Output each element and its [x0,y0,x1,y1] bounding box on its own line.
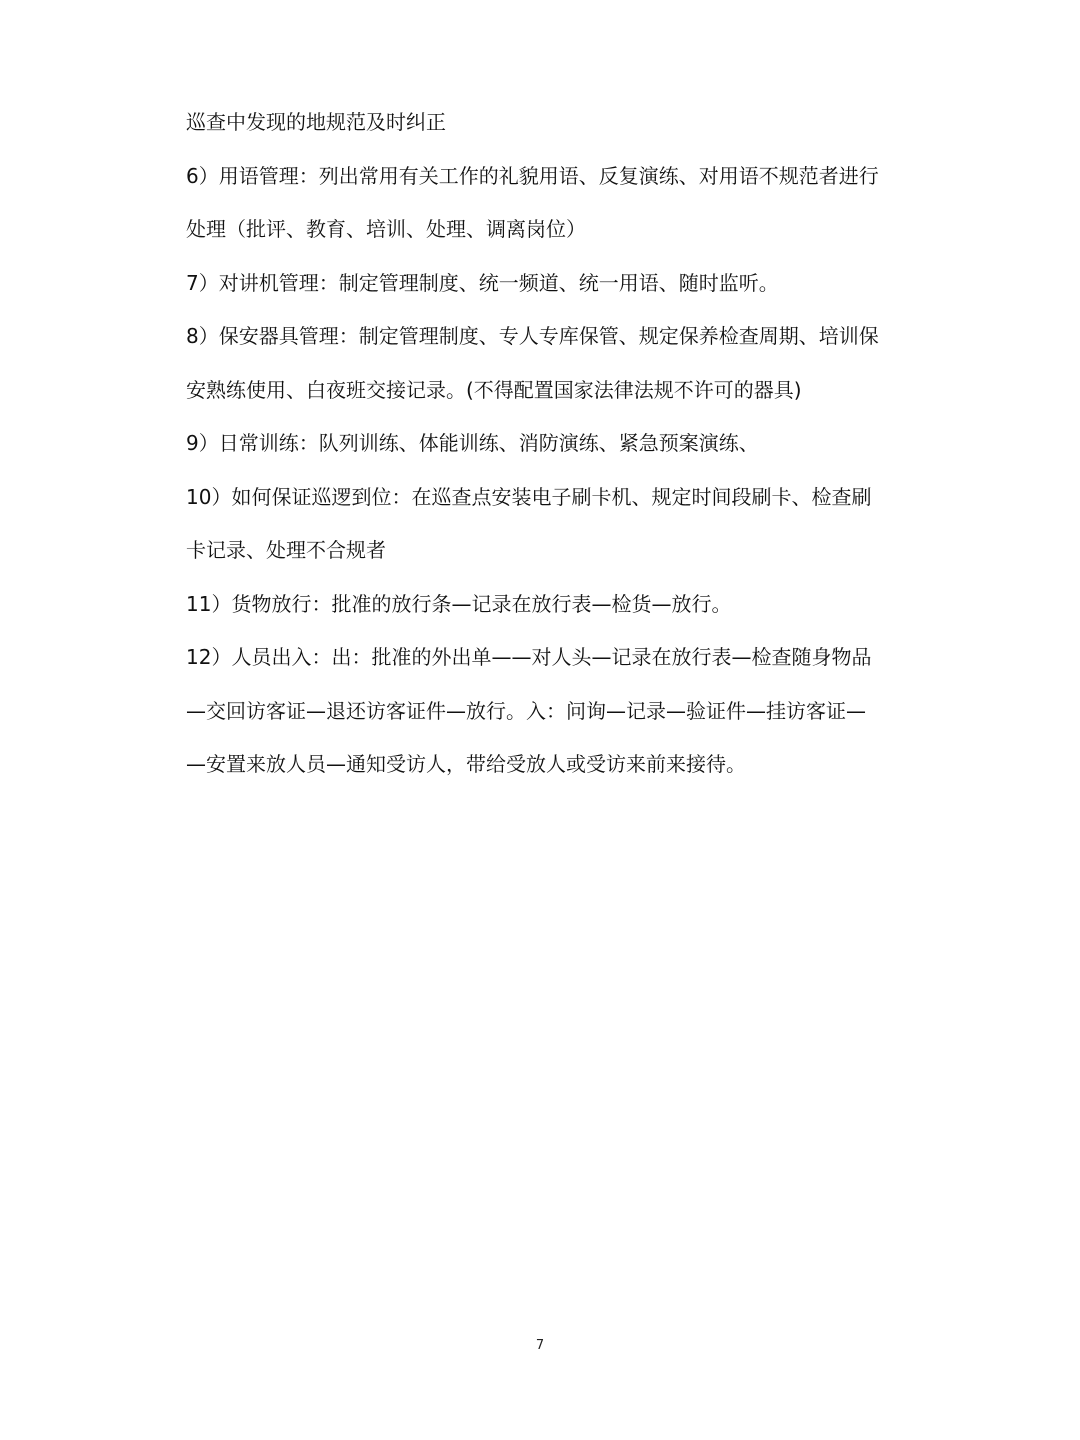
page-number: 7 [535,1338,545,1353]
text-line: 巡查中发现的地规范及时纠正 [186,110,446,134]
text-line: 6）用语管理：列出常用有关工作的礼貌用语、反复演练、对用语不规范者进行 [186,163,879,188]
text-line: 安熟练使用、白夜班交接记录。(不得配置国家法律法规不许可的器具) [186,377,802,402]
text-line: 处理（批评、教育、培训、处理、调离岗位） [186,217,586,241]
text-line: 10）如何保证巡逻到位：在巡查点安装电子刷卡机、规定时间段刷卡、检查刷 [186,484,872,509]
text-line: 9）日常训练：队列训练、体能训练、消防演练、紧急预案演练、 [186,431,759,455]
text-line: 8）保安器具管理：制定管理制度、专人专库保管、规定保养检查周期、培训保 [186,324,879,348]
document-body [186,96,898,792]
text-line: —交回访客证—退还访客证件—放行。入：问询—记录—验证件—挂访客证— [186,698,866,723]
text-line: 7）对讲机管理：制定管理制度、统一频道、统一用语、随时监听。 [186,270,779,295]
text-line: 卡记录、处理不合规者 [186,538,386,562]
text-line: 12）人员出入：出：批准的外出单——对人头—记录在放行表—检查随身物品 [186,645,872,669]
text-line: —安置来放人员—通知受访人，带给受放人或受访来前来接待。 [186,752,746,776]
text-line: 11）货物放行：批准的放行条—记录在放行表—检货—放行。 [186,591,732,616]
